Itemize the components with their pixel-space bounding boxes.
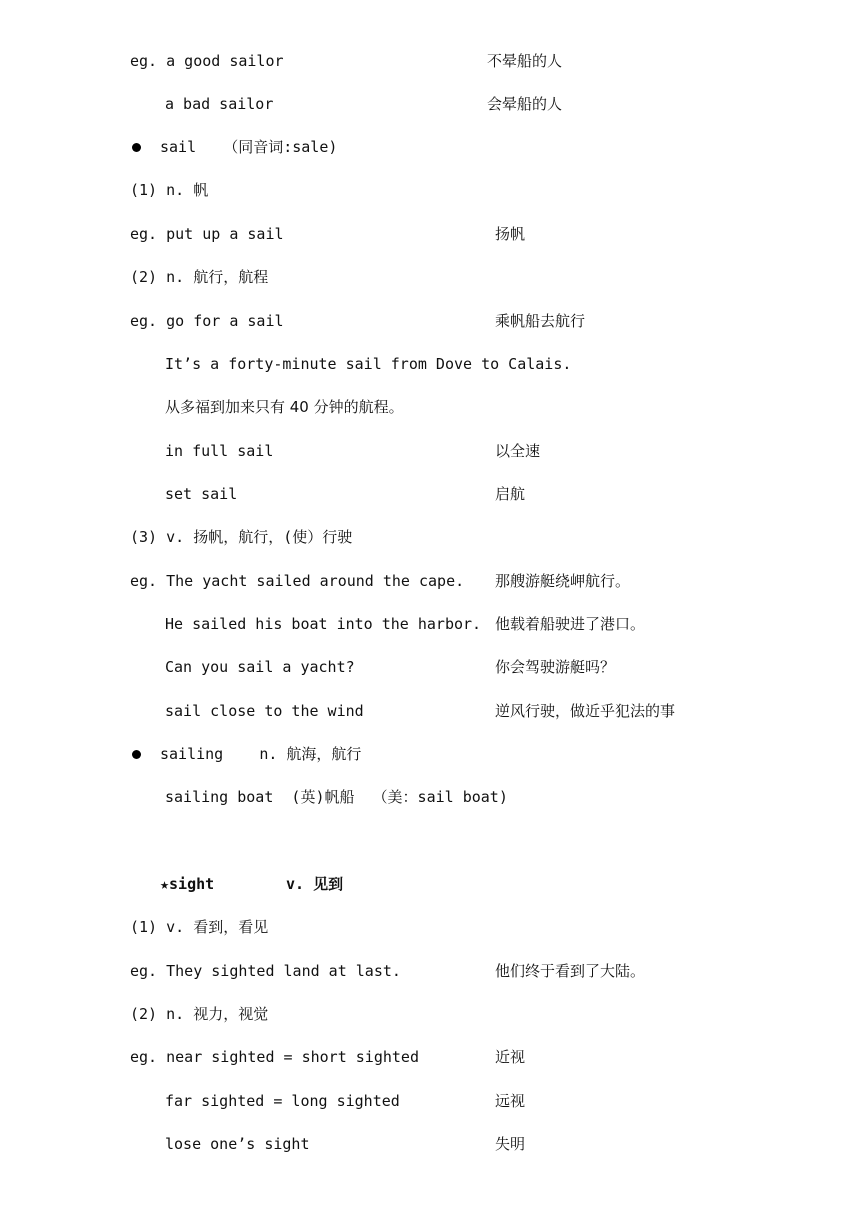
example-right: 启航 [495,485,526,503]
example-left: eg. They sighted land at last. [130,962,401,980]
headword-sight-gloss: v. 见到 [286,875,344,893]
example-left: eg. a good sailor [130,52,284,70]
example-right: 乘帆船去航行 [495,312,586,330]
example-right: 近视 [495,1048,526,1066]
sense-heading: (1) n. 帆 [130,181,209,199]
example-translation: 从多福到加来只有 40 分钟的航程。 [165,398,404,416]
sense-heading: (3) v. 扬帆，航行，(使）行驶 [130,528,353,546]
bullet-icon [132,750,141,759]
example-left: a bad sailor [165,95,274,113]
example-right: 那艘游艇绕岬航行。 [495,572,631,590]
example-left: sailing boat (英)帆船 （美：sail boat) [165,788,508,806]
headword-sight: ★sight [160,875,215,893]
example-right: 他们终于看到了大陆。 [495,962,646,980]
example-left: eg. go for a sail [130,312,284,330]
example-right: 以全速 [495,442,541,460]
sense-heading: (2) n. 航行，航程 [130,268,269,286]
example-left: far sighted = long sighted [165,1092,400,1110]
bullet-icon [132,143,141,152]
example-right: 不晕船的人 [487,52,563,70]
example-left: eg. The yacht sailed around the cape. [130,572,465,590]
example-left: Can you sail a yacht? [165,658,355,676]
headword-sailing: sailing n. 航海，航行 [160,745,362,763]
example-right: 远视 [495,1092,526,1110]
example-left: lose one’s sight [165,1135,310,1153]
example-left: in full sail [165,442,274,460]
example-right: 你会驾驶游艇吗？ [495,658,616,676]
example-right: 他载着船驶进了港口。 [495,615,646,633]
example-left: eg. near sighted = short sighted [130,1048,419,1066]
example-left: eg. put up a sail [130,225,284,243]
sense-heading: (1) v. 看到，看见 [130,918,269,936]
example-right: 扬帆 [495,225,526,243]
example-right: 逆风行驶，做近乎犯法的事 [495,702,676,720]
example-left: He sailed his boat into the harbor. [165,615,482,633]
example-left: sail close to the wind [165,702,364,720]
example-sentence: It’s a forty-minute sail from Dove to Calais. [165,355,572,373]
example-right: 失明 [495,1135,526,1153]
headword-sail: sail （同音词:sale) [160,138,338,156]
example-right: 会晕船的人 [487,95,563,113]
example-left: set sail [165,485,238,503]
sense-heading: (2) n. 视力，视觉 [130,1005,269,1023]
